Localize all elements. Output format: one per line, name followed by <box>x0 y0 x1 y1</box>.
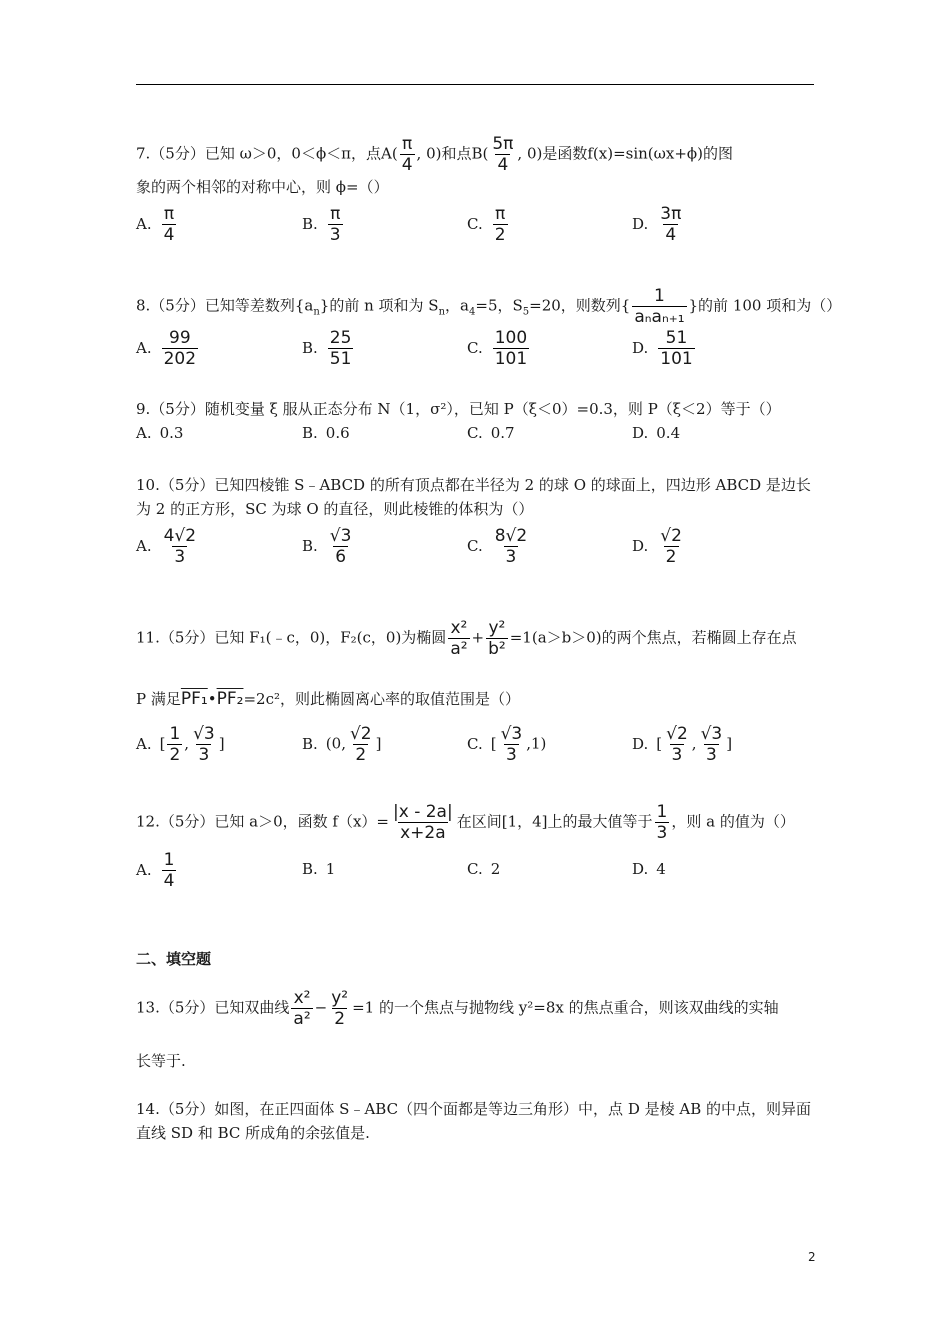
page-number: 2 <box>808 1250 816 1264</box>
q7-option-b: B. $\frac{\pi}{3}$ <box>302 204 341 245</box>
q7-option-a: A. $\frac{\pi}{4}$ <box>136 204 175 245</box>
q12-option-d: D. 4 <box>632 860 666 878</box>
q12-stem: 12.（5分）已知 a＞0，函数 f（x）= $\frac{|x - 2a|}{x+2a}$ 在区间[1，4]上的最大值等于 $\frac{1}{3}$ ，则 a 的值为（） <box>136 802 795 843</box>
q7-option-c: C. $\frac{\pi}{2}$ <box>467 204 506 245</box>
q7-stem-line2: 象的两个相邻的对称中心，则 ϕ=（） <box>136 178 389 196</box>
q7-frac-b: $\frac{5\pi}{4}$ <box>492 134 514 175</box>
q7-stem: 7.（5分）已知 ω＞0，0＜ϕ＜π，点A( $\frac{\pi}{4}$ , 0)和点B( $\frac{5\pi}{4}$ , 0)是函数f(x)=sin(ωx+ϕ)的图 <box>136 134 733 175</box>
q11-option-b: B. (0, $\frac{√2}{2}$ ] <box>302 724 382 765</box>
q8-option-b: B. $\frac{25}{51}$ <box>302 328 352 369</box>
q9-stem: 9.（5分）随机变量 ξ 服从正态分布 N（1，σ²），已知 P（ξ＜0）=0.3，则 P（ξ＜2）等于（） <box>136 400 781 418</box>
q9-option-d: D. 0.4 <box>632 424 681 442</box>
q11-stem: 11.（5分）已知 F₁(﹣c，0)，F₂(c，0)为椭圆 $\frac{\text{x²}}{\text{a²}}$ + $\frac{\text{y²}}{\text{b²}}$ =1(a＞b＞0)的两个焦点，若椭圆上存在点 <box>136 618 797 659</box>
q9-option-b: B. 0.6 <box>302 424 350 442</box>
q10-stem-line2: 为 2 的正方形，SC 为球 O 的直径，则此棱锥的体积为（） <box>136 500 534 518</box>
vector-pf2: PF₂ <box>216 689 244 709</box>
section-title: 二、填空题 <box>136 950 212 968</box>
q12-option-c: C. 2 <box>467 860 501 878</box>
q13-stem-line2: 长等于. <box>136 1052 186 1070</box>
q10-stem: 10.（5分）已知四棱锥 S﹣ABCD 的所有顶点都在半径为 2 的球 O 的球面上，四边形 ABCD 是边长 <box>136 476 811 494</box>
q7-frac-a: $\frac{\pi}{4}$ <box>401 134 413 175</box>
q9-option-a: A. 0.3 <box>136 424 184 442</box>
q13-stem: 13.（5分）已知双曲线 $\frac{\text{x²}}{\text{a²}}$ − $\frac{\text{y²}}{2}$ =1 的一个焦点与抛物线 y²=8x 的焦点重合，则该双曲线的实轴 <box>136 988 779 1029</box>
q8-stem: 8.（5分）已知等差数列$\{a_n\}$的前 n 项和为 $S_n$，$a_4=5$，$S_5=20$，则数列{ $\frac{1}{\text{aₙaₙ₊₁}}$ }的前 100 项和为（） <box>136 286 842 327</box>
q10-option-a: A. $\frac{4√2}{3}$ <box>136 526 197 567</box>
q11-stem-line2: P 满足PF₁•PF₂=2c²，则此椭圆离心率的取值范围是（） <box>136 689 520 709</box>
q10-option-b: B. $\frac{√3}{6}$ <box>302 526 352 567</box>
q14-stem: 14.（5分）如图，在正四面体 S﹣ABC（四个面都是等边三角形）中，点 D 是棱 AB 的中点，则异面 <box>136 1100 812 1118</box>
header-rule <box>136 84 814 85</box>
q11-option-a: A. [ $\frac{1}{2}$ , $\frac{√3}{3}$ ] <box>136 724 225 765</box>
vector-pf1: PF₁ <box>180 689 208 709</box>
q11-option-d: D. [ $\frac{√2}{3}$ , $\frac{√3}{3}$ ] <box>632 724 733 765</box>
q7-option-d: D. $\frac{3\pi}{4}$ <box>632 204 682 245</box>
q8-option-c: C. $\frac{100}{101}$ <box>467 328 528 369</box>
q10-option-d: D. $\frac{√2}{2}$ <box>632 526 682 567</box>
q11-option-c: C. [ $\frac{√3}{3}$ ,1) <box>467 724 547 765</box>
q9-option-c: C. 0.7 <box>467 424 515 442</box>
q12-option-a: A. $\frac{1}{4}$ <box>136 850 175 891</box>
q14-stem-line2: 直线 SD 和 BC 所成角的余弦值是. <box>136 1124 370 1142</box>
q12-option-b: B. 1 <box>302 860 336 878</box>
q8-option-a: A. $\frac{99}{202}$ <box>136 328 197 369</box>
q8-frac: $\frac{1}{\text{aₙaₙ₊₁}}$ <box>634 286 685 327</box>
q8-option-d: D. $\frac{51}{101}$ <box>632 328 693 369</box>
q10-option-c: C. $\frac{8√2}{3}$ <box>467 526 528 567</box>
